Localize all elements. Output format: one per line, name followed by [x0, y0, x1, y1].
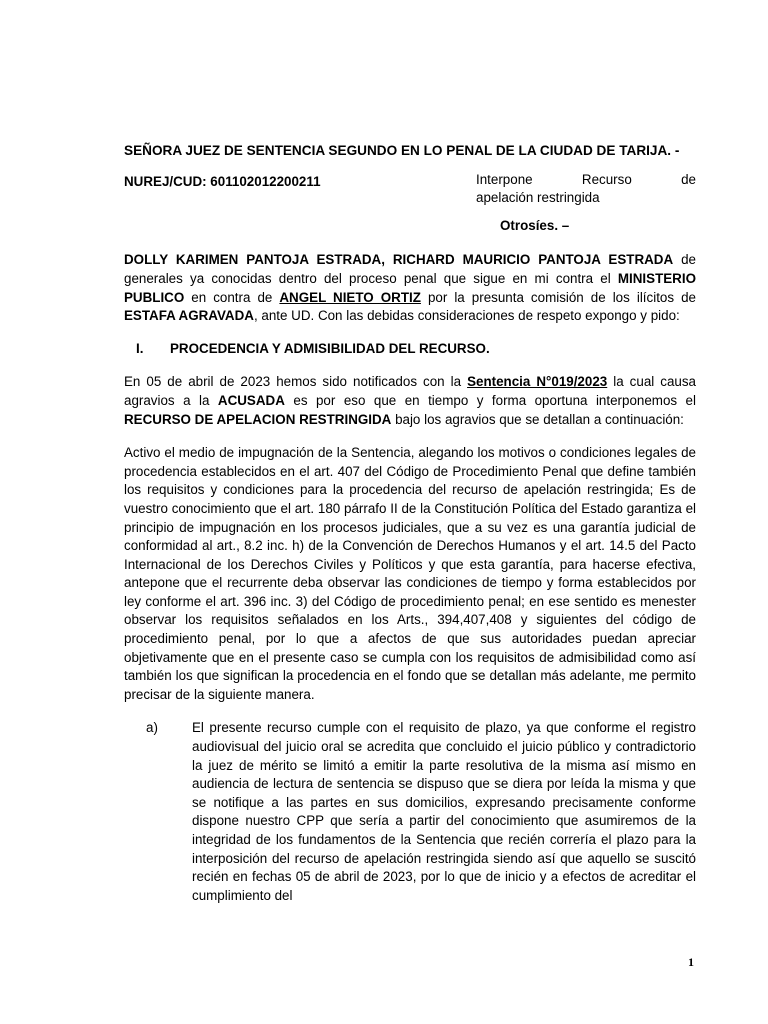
- filing-word-de: de: [681, 171, 696, 187]
- list-item-text: El presente recurso cumple con el requisito de plazo, ya que conforme el registro audiovisual del juicio oral se acredita que concluido el juicio público y contradictorio la juez de mérito se limitó a emitir la parte resolutiva de la misma así mismo en audiencia de lectura de sentencia se dispuso que se diera por leída la misma y que se notifique a las partes en sus domicilios, expresando precisamente conforme dispone nuestro CPP que sería a partir del conocimiento que asumiremos de la integridad de los fundamentos de la Sentencia que recién correría el plazo para la interposición del recurso de apelación restringida siendo así que aquello se suscitó recién en fechas 05 de abril de 2023, por lo que de inicio y a efectos de acreditar el cumplimiento del: [192, 720, 696, 903]
- section-number: I.: [136, 340, 144, 356]
- ministerio-publico: MINISTERIO PUBLICO: [124, 270, 696, 305]
- para2-text-3: es por eso que en tiempo y forma oportuna interponemos el: [284, 392, 696, 408]
- filing-word-interpone: Interpone: [476, 171, 533, 187]
- para2-text-1: En 05 de abril de 2023 hemos sido notificados con la: [124, 374, 468, 390]
- party-names: DOLLY KARIMEN PANTOJA ESTRADA, RICHARD MAURICIO PANTOJA ESTRADA: [124, 252, 674, 268]
- case-number: NUREJ/CUD: 601102012200211: [124, 173, 321, 189]
- intro-text-3: por la presunta comisión de los ilícitos de: [420, 289, 696, 305]
- section-heading: [124, 340, 696, 359]
- otrosies-label: Otrosíes. –: [500, 217, 570, 233]
- para2-text-2: la cual causa agravios a la: [124, 374, 696, 408]
- sentence-reference: Sentencia N°019/2023: [467, 374, 608, 390]
- para2-text-4: bajo los agravios que se detallan a continuación:: [391, 411, 684, 427]
- list-item: [124, 719, 696, 905]
- document-body: [124, 142, 696, 905]
- notification-paragraph: [124, 373, 696, 429]
- section-title: PROCEDENCIA Y ADMISIBILIDAD DEL RECURSO.: [170, 340, 490, 356]
- list-marker: a): [146, 720, 158, 736]
- case-header-row: [124, 171, 696, 208]
- document-title: SEÑORA JUEZ DE SENTENCIA SEGUNDO EN LO PENAL DE LA CIUDAD DE TARIJA. -: [124, 143, 680, 158]
- filing-summary: [476, 171, 696, 208]
- appeal-type: RECURSO DE APELACION RESTRINGIDA: [124, 411, 392, 427]
- filing-word-recurso: Recurso: [581, 171, 632, 187]
- legal-basis-paragraph: Activo el medio de impugnación de la Sentencia, alegando los motivos o condiciones legales de procedencia establecidos en el art. 407 del Código de Procedimiento Penal que define también los requisitos y condiciones para la procedencia del recurso de apelación restringida; Es de vuestro conocimiento que el art. 180 párrafo II de la Constitución Política del Estado garantiza el principio de impugnación en los procesos judiciales, que a su vez es una garantía judicial de conformidad al art., 8.2 inc. h) de la Convención de Derechos Humanos y el art. 14.5 del Pacto Internacional de los Derechos Civiles y Políticos y que esta garantía, para hacerse efectiva, antepone que el recurrente deba observar las condiciones de tiempo y forma establecidos por ley conforme el art. 396 inc. 3) del Código de procedimiento penal; en ese sentido es menester observar los requisitos señalados en los Arts., 394,407,408 y siguientes del código de procedimiento penal, por lo que a afectos de que sus autoridades puedan apreciar objetivamente que en el presente caso se cumpla con los requisitos de admisibilidad como así también los que significan la procedencia en el fondo que se detallan más adelante, me permito precisar de la siguiente manera.: [124, 445, 696, 702]
- intro-text-4: , ante UD. Con las debidas consideraciones de respeto expongo y pido:: [253, 308, 680, 324]
- acusada-label: ACUSADA: [217, 392, 285, 408]
- filing-summary-line1: [476, 171, 696, 190]
- page-number: 1: [688, 955, 694, 969]
- intro-text-1: de generales ya conocidas dentro del proceso penal que sigue en mi contra el: [124, 252, 696, 286]
- intro-text-2: en contra de: [184, 289, 280, 305]
- accused-name: ANGEL NIETO ORTIZ: [279, 289, 421, 305]
- filing-summary-line2: apelación restringida: [476, 190, 600, 206]
- intro-paragraph: [124, 251, 696, 325]
- offense-name: ESTAFA AGRAVADA: [124, 308, 254, 324]
